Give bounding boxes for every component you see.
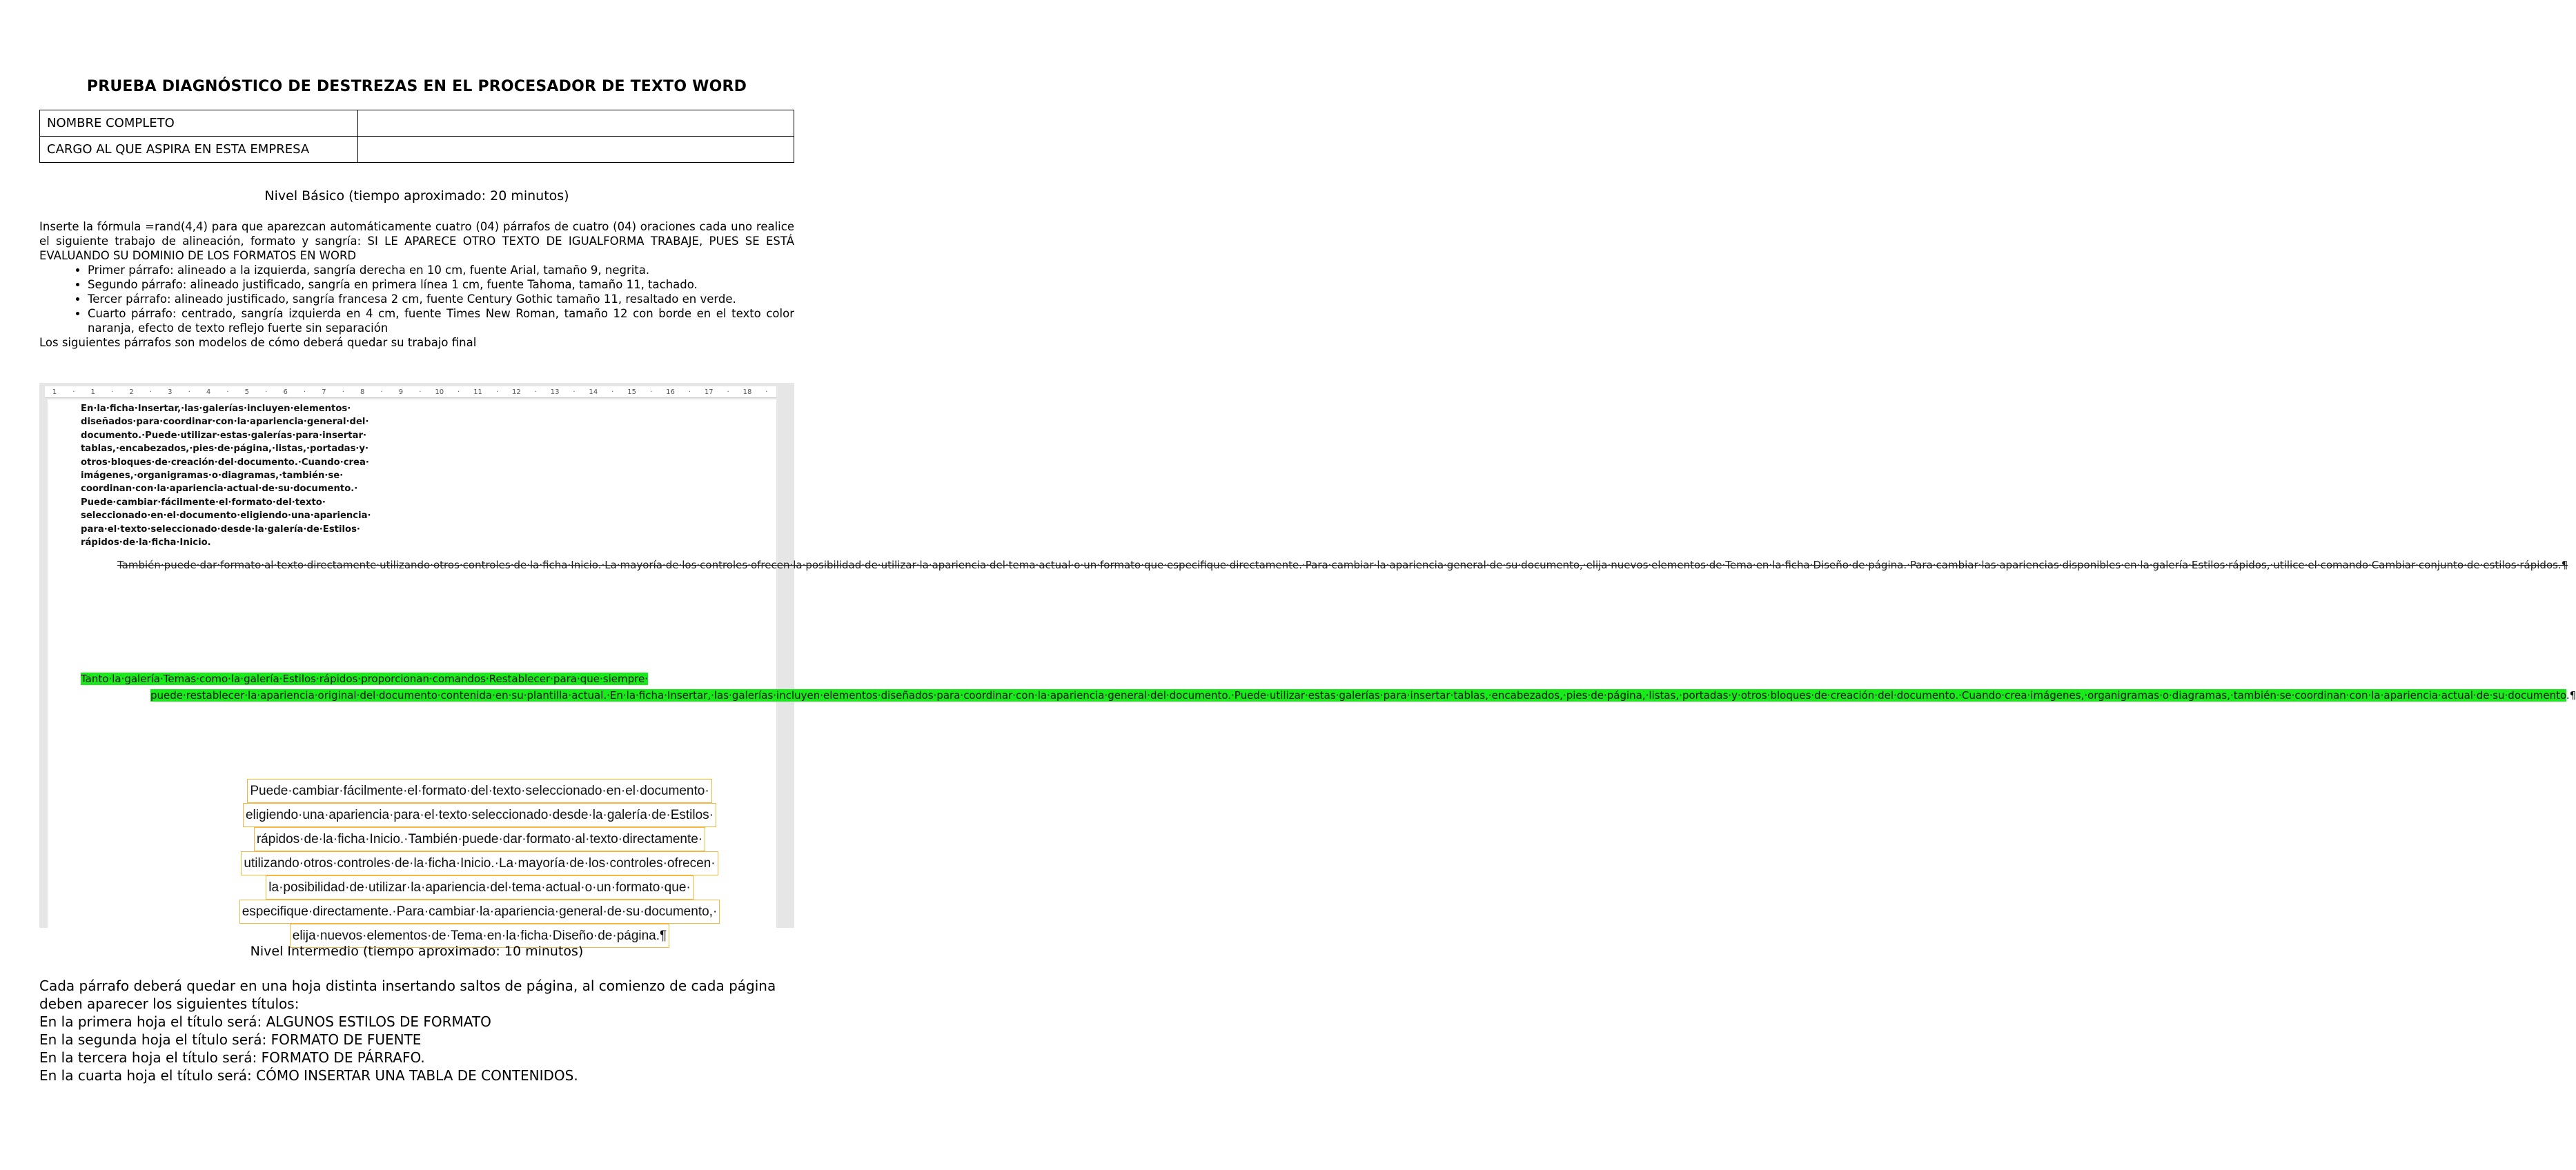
ruler-tick: · [688, 388, 691, 396]
bordered-line: Puede·cambiar·fácilmente·el·formato·del·texto·seleccionado·en·el·documento· [247, 779, 711, 803]
ruler-tick: 2 [129, 388, 134, 396]
bordered-line: especifique·directamente.·Para·cambiar·la·apariencia·general·de·su·documento,· [239, 900, 720, 924]
instruction-text: Inserte la fórmula =rand(4,4) para que aparezcan automáticamente cuatro (04) párrafos de cuatro (04) oraciones cada uno realice el siguiente trabajo de alineación, formato y sangría: SI LE APARECE OTRO TEXTO DE IGUALFORMA TRABAJE, PUES SE ESTÁ EVALUANDO SU DOMINIO DE LOS FORMATOS EN WORD [39, 220, 794, 262]
ruler-tick: 11 [473, 388, 482, 396]
ruler-tick: 1 [90, 388, 95, 396]
basic-level-heading: Nivel Básico (tiempo aproximado: 20 minutos) [264, 188, 569, 204]
ruler-tick: 15 [627, 388, 637, 396]
basic-instructions [39, 219, 794, 350]
ruler-tick: 10 [435, 388, 444, 396]
ruler-tick: · [303, 388, 306, 396]
ruler-tick: 18 [743, 388, 752, 396]
list-item: • Cuarto párrafo: centrado, sangría izquierda en 4 cm, fuente Times New Roman, tamaño 12 con borde en el texto color naranja, efecto de texto reflejo fuerte sin separación [88, 306, 794, 335]
bordered-line: elija·nuevos·elementos·de·Tema·en·la·ficha·Diseño·de·página.¶ [290, 924, 669, 948]
paragraph-mark: .¶ [2566, 689, 2576, 702]
ruler-tick: 14 [589, 388, 598, 396]
word-sheet [48, 399, 2576, 943]
intermediate-level-heading: Nivel Intermedio (tiempo aproximado: 10 minutos) [250, 944, 584, 959]
ruler-tick: 17 [704, 388, 714, 396]
ruler-tick: 1 [52, 388, 57, 396]
ruler-tick: · [149, 388, 152, 396]
intermediate-line: En la tercera hoja el título será: FORMATO DE PÁRRAFO. [39, 1049, 425, 1066]
instruction-list [39, 263, 794, 335]
table-row [40, 137, 794, 163]
table-row [40, 110, 794, 137]
ruler-tick: 9 [398, 388, 404, 396]
intermediate-line: En la cuarta hoja el título será: CÓMO INSERTAR UNA TABLA DE CONTENIDOS. [39, 1067, 578, 1084]
list-item: • Tercer párrafo: alineado justificado, sangría francesa 2 cm, fuente Century Gothic tamaño 11, resaltado en verde. [88, 292, 794, 306]
ruler-tick: 16 [666, 388, 675, 396]
intermediate-line: En la primera hoja el título será: ALGUNOS ESTILOS DE FORMATO [39, 1013, 491, 1030]
name-label: NOMBRE COMPLETO [40, 110, 358, 137]
ruler-tick: 13 [550, 388, 560, 396]
intermediate-line: Cada párrafo deberá quedar en una hoja distinta insertando saltos de página, al comienzo de cada página deben aparecer los siguientes títulos: [39, 978, 776, 1012]
bordered-line: utilizando·otros·controles·de·la·ficha·Inicio.·La·mayoría·de·los·controles·ofrecen· [241, 851, 718, 875]
intermediate-instructions [39, 977, 794, 1084]
ruler-tick: · [188, 388, 190, 396]
bordered-line: eligiendo·una·apariencia·para·el·texto·seleccionado·desde·la·galería·de·Estilos· [243, 803, 716, 827]
list-item: • Primer párrafo: alineado a la izquierda, sangría derecha en 10 cm, fuente Arial, tamaño 9, negrita. [88, 263, 794, 277]
ruler-tick: · [419, 388, 422, 396]
ruler-tick: · [534, 388, 537, 396]
ruler-tick: 5 [244, 388, 250, 396]
ruler-tick: · [380, 388, 383, 396]
ruler-tick: 7 [322, 388, 326, 396]
word-screenshot [39, 383, 2576, 943]
ruler-tick: · [727, 388, 729, 396]
ruler-tick: · [495, 388, 499, 396]
intermediate-line: En la segunda hoja el título será: FORMATO DE FUENTE [39, 1031, 422, 1048]
ruler-tick: 3 [168, 388, 173, 396]
ruler-tick: · [226, 388, 229, 396]
closing-text: Los siguientes párrafos son modelos de cómo deberá quedar su trabajo final [39, 336, 477, 349]
ruler-tick: · [111, 388, 114, 396]
model-paragraph-4 [217, 779, 742, 948]
candidate-info-table [39, 110, 794, 163]
name-value-cell[interactable] [358, 110, 794, 137]
ruler [45, 386, 776, 398]
model-paragraph-2: También·puede·dar·formato·al·texto·directamente·utilizando·otros·controles·de·la·ficha·Inicio.·La·mayoría·de·los·controles·ofrecen·la·posibilidad·de·utilizar·la·apariencia·del·tema·actual·o·un·formato·que·especifique·directamente.·Para·cambiar·la·apariencia·general·de·su·documento,·elija·nuevos·elementos·de·Tema·en·la·ficha·Diseño·de·página.·Para·cambiar·las·apariencias·disponibles·en·la·galería·Estilos·rápidos,·utilice·el·comando·Cambiar·conjunto·de·estilos·rápidos.¶ [117, 559, 2568, 571]
ruler-tick: · [342, 388, 344, 396]
bordered-line: rápidos·de·la·ficha·Inicio.·También·puede·dar·formato·al·texto·directamente· [254, 827, 705, 851]
model-paragraph-3 [81, 671, 2576, 704]
ruler-tick: 6 [283, 388, 288, 396]
ruler-tick: · [573, 388, 576, 396]
position-value-cell[interactable] [358, 137, 794, 163]
ruler-tick: · [649, 388, 653, 396]
highlighted-text: puede·restablecer·la·apariencia·original·del·documento·contenida·en·su·plantilla·actual.·En·la·ficha·Insertar,·las·galerías·incluyen·elementos·diseñados·para·coordinar·con·la·apariencia·general·del·documento.·Puede·utilizar·estas·galerías·para·insertar·tablas,·encabezados,·pies·de·página,·listas,·portadas·y·otros·bloques·de·creación·del·documento.·Cuando·crea·imágenes,·organigramas·o·diagramas,·también·se·coordinan·con·la·apariencia·actual·de·su·documento [150, 689, 2566, 702]
ruler-tick: 12 [511, 388, 521, 396]
ruler-tick: · [611, 388, 614, 396]
list-item: • Segundo párrafo: alineado justificado, sangría en primera línea 1 cm, fuente Tahoma, tamaño 11, tachado. [88, 277, 794, 292]
ruler-tick: 4 [206, 388, 211, 396]
bordered-line: la·posibilidad·de·utilizar·la·apariencia·del·tema·actual·o·un·formato·que· [266, 875, 693, 900]
highlighted-text: Tanto·la·galería·Temas·como·la·galería·Estilos·rápidos·proporcionan·comandos·Restablecer·para·que·siempre· [81, 673, 648, 685]
document-title: PRUEBA DIAGNÓSTICO DE DESTREZAS EN EL PROCESADOR DE TEXTO WORD [86, 78, 747, 95]
ruler-tick: · [265, 388, 268, 396]
ruler-tick: · [72, 388, 75, 396]
position-label: CARGO AL QUE ASPIRA EN ESTA EMPRESA [40, 137, 358, 163]
model-paragraph-1: En·la·ficha·Insertar,·las·galerías·incluyen·elementos· diseñados·para·coordinar·con·la·apariencia·general·del· documento.·Puede·utilizar·estas·galerías·para·insertar· tablas,·encabezados,·pies·de·página,·listas,·portadas·y· otros·bloques·de·creación·del·documento.·Cuando·crea· imágenes,·organigramas·o·diagramas,·también·se· coordinan·con·la·apariencia·actual·de·su·documento.· Puede·cambiar·fácilmente·el·formato·del·texto· seleccionado·en·el·documento·eligiendo·una·apariencia· para·el·texto·seleccionado·desde·la·galería·de·Estilos· rápidos·de·la·ficha·Inicio. [81, 404, 371, 548]
ruler-tick: · [458, 388, 460, 396]
ruler-tick: 8 [360, 388, 365, 396]
ruler-tick: · [765, 388, 768, 396]
